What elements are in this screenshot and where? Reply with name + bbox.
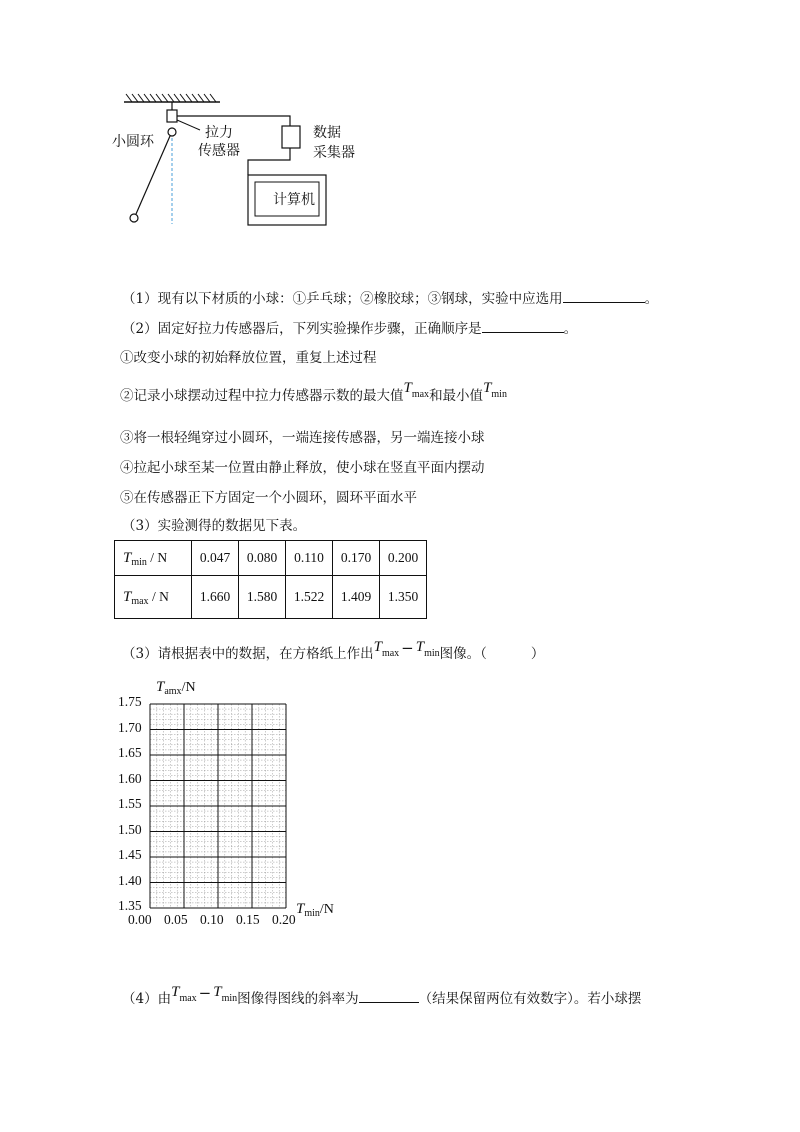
y-tick-label: 1.50 — [118, 821, 142, 837]
y-tick-label: 1.70 — [118, 719, 142, 735]
daq-label-1: 数据 — [313, 125, 341, 141]
question-1 — [122, 288, 658, 309]
y-tick-label: 1.35 — [118, 898, 142, 913]
symbol-min: min — [491, 389, 507, 400]
table-cell: 0.110 — [286, 541, 333, 576]
table-cell: 1.580 — [239, 576, 286, 619]
table-cell: 1.522 — [286, 576, 333, 619]
step-3: ③将一根轻绳穿过小圆环，一端连接传感器，另一端连接小球 — [120, 430, 485, 446]
y-tick-label: 1.65 — [118, 745, 142, 760]
question-4-suffix: （结果保留两位有效数字）。若小球摆 — [418, 991, 642, 1007]
symbol-t: T — [373, 639, 382, 655]
step-5: ⑤在传感器正下方固定一个小圆环，圆环平面水平 — [120, 490, 417, 506]
unit-label: / N — [146, 549, 168, 565]
ring-label: 小圆环 — [112, 134, 154, 150]
x-tick-label: 0.20 — [272, 912, 296, 927]
question-1-text: （1）现有以下材质的小球：①乒乓球；②橡胶球；③钢球，实验中应选用 — [122, 291, 563, 307]
table-row — [115, 576, 427, 619]
question-1-blank[interactable] — [563, 288, 645, 303]
table-cell: 0.080 — [239, 541, 286, 576]
sensor-label-2: 传感器 — [198, 143, 240, 159]
y-axis-unit: /N — [181, 680, 196, 695]
question-4-blank[interactable] — [359, 988, 419, 1003]
question-2-end: 。 — [563, 321, 578, 337]
y-tick-labels — [118, 694, 148, 918]
row-header-tmin — [115, 541, 192, 576]
symbol-min: min — [131, 556, 147, 568]
question-2 — [122, 318, 577, 339]
daq-label-2: 采集器 — [313, 145, 355, 161]
step-2-text-b: 和最小值 — [429, 388, 484, 404]
symbol-t: T — [123, 588, 132, 605]
x-tick-label: 0.10 — [200, 912, 224, 927]
question-3b-after: 图像。（ — [439, 646, 487, 662]
step-4: ④拉起小球至某一位置由静止释放，使小球在竖直平面内摆动 — [120, 460, 485, 476]
symbol-t: T — [123, 549, 132, 566]
table-cell: 1.660 — [192, 576, 239, 619]
question-1-end: 。 — [644, 291, 659, 307]
table-cell: 1.350 — [380, 576, 427, 619]
x-tick-label: 0.15 — [236, 912, 260, 927]
symbol-t: T — [213, 984, 222, 1000]
symbol-min: min — [304, 908, 320, 919]
step-2 — [120, 380, 507, 408]
y-tick-label: 1.45 — [118, 847, 142, 862]
computer-label: 计算机 — [273, 192, 315, 208]
table-cell: 0.047 — [192, 541, 239, 576]
table-cell: 0.200 — [380, 541, 427, 576]
symbol-t: T — [171, 984, 180, 1000]
graph-y-title — [156, 678, 196, 696]
question-3-intro: （3）实验测得的数据见下表。 — [122, 518, 307, 534]
symbol-min: min — [221, 993, 238, 1004]
graph-paper[interactable] — [148, 700, 288, 912]
x-axis-unit: /N — [319, 902, 334, 917]
y-tick-label: 1.40 — [118, 872, 142, 888]
x-tick-label: 0.05 — [164, 912, 188, 927]
symbol-t: T — [296, 901, 305, 917]
question-3b — [122, 639, 545, 666]
symbol-max: max — [411, 389, 430, 400]
data-table — [114, 540, 427, 619]
apparatus-diagram — [110, 90, 370, 240]
question-2-blank[interactable] — [482, 318, 564, 333]
y-tick-label: 1.75 — [118, 694, 142, 709]
question-4-middle: 图像得图线的斜率为 — [237, 991, 359, 1007]
x-tick-label: 0.00 — [128, 912, 152, 927]
graph-x-title — [296, 900, 334, 918]
minus-sign: − — [198, 984, 212, 1002]
question-3b-close: ） — [530, 646, 545, 662]
y-tick-label: 1.60 — [118, 770, 142, 786]
symbol-t: T — [403, 380, 412, 396]
step-1: ①改变小球的初始释放位置，重复上述过程 — [120, 350, 377, 366]
symbol-t: T — [483, 380, 492, 396]
row-header-tmax — [115, 576, 192, 619]
symbol-max: max — [131, 595, 149, 607]
symbol-t: T — [156, 679, 165, 695]
question-4 — [122, 984, 642, 1011]
question-4-prefix: （4）由 — [122, 991, 172, 1007]
symbol-amx: amx — [164, 686, 182, 697]
table-cell: 0.170 — [333, 541, 380, 576]
symbol-max: max — [179, 993, 197, 1004]
question-2-text: （2）固定好拉力传感器后，下列实验操作步骤，正确顺序是 — [122, 321, 482, 337]
symbol-max: max — [381, 648, 400, 659]
table-cell: 1.409 — [333, 576, 380, 619]
symbol-t: T — [415, 639, 425, 655]
minus-sign: − — [401, 639, 414, 657]
table-row — [115, 541, 427, 576]
unit-label: / N — [148, 588, 169, 604]
step-2-text-a: ②记录小球摆动过程中拉力传感器示数的最大值 — [120, 388, 404, 404]
y-tick-label: 1.55 — [118, 796, 142, 811]
sensor-label-1: 拉力 — [205, 125, 233, 141]
question-3b-text: （3）请根据表中的数据，在方格纸上作出 — [122, 646, 374, 662]
symbol-min: min — [424, 648, 440, 659]
x-tick-labels — [128, 912, 298, 932]
